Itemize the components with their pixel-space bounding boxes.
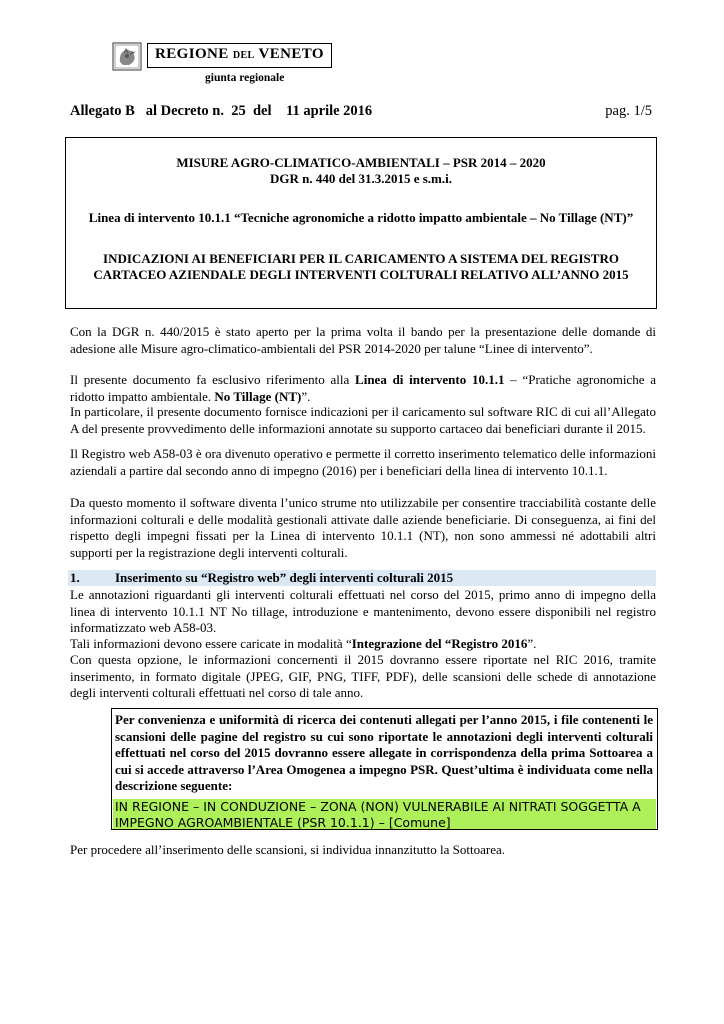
lion-crest-icon (112, 42, 142, 71)
title-line-3: Linea di intervento 10.1.1 “Tecniche agronomiche a ridotto impatto ambientale – No Tillage (NT)” (88, 210, 634, 225)
intro-paragraph-5: Da questo momento il software diventa l’unico strume nto utilizzabile per consentire tracciabilità costante delle informazioni colturali e delle modalità gestionali attivate dalle aziende beneficiarie. Di conseguenza, ai fini del rispetto degli impegni fissati per la Linea di intervento 10.1.1 (NT), non sono ammessi né adottabili altri supporti per la registrazione degli interventi colturali. (70, 495, 656, 560)
closing-paragraph: Per procedere all’inserimento delle scansioni, si individua innanzitutto la Sottoarea. (70, 842, 506, 857)
section-1-heading (68, 570, 656, 586)
intro-paragraph-2: Il presente documento fa esclusivo riferimento alla Linea di intervento 10.1.1 – “Pratiche agronomiche a ridotto impatto ambientale. No Tillage (NT)”. (70, 372, 656, 404)
title-line-5: CARTACEO AZIENDALE DEGLI INTERVENTI COLTURALI RELATIVO ALL’ANNO 2015 (93, 267, 629, 282)
region-logo (112, 40, 337, 72)
page-number: pag. 1/5 (605, 103, 652, 119)
area-path-highlight: IN REGIONE – IN CONDUZIONE – ZONA (NON) VULNERABILE AI NITRATI SOGGETTA A IMPEGNO AGROAMBIENTALE (PSR 10.1.1) – [Comune] (113, 799, 656, 829)
section-1-paragraph-2: Tali informazioni devono essere caricate in modalità “Integrazione del “Registro 2016”. (70, 636, 537, 651)
document-reference (70, 103, 652, 120)
decree-reference: Allegato B al Decreto n. 25 del 11 aprile 2016 (70, 103, 373, 119)
intro-paragraph-1: Con la DGR n. 440/2015 è stato aperto per la prima volta il bando per la presentazione delle domande di adesione alle Misure agro-climatico-ambientali del PSR 2014-2020 per talune “Linee di intervento”. (70, 324, 656, 356)
letterhead-subtitle: giunta regionale (205, 72, 285, 84)
logo-text: REGIONE DEL VENETO (155, 46, 324, 62)
letterhead (112, 40, 337, 88)
logo-frame (147, 43, 332, 68)
intro-paragraph-4: Il Registro web A58-03 è ora divenuto operativo e permette il corretto inserimento telematico delle informazioni aziendali a partire dal secondo anno di impegno (2016) per i beneficiari della linea di intervento 10.1.1. (70, 446, 656, 478)
section-1-paragraph-1: Le annotazioni riguardanti gli interventi colturali effettuati nel corso del 2015, primo anno di impegno della linea di intervento 10.1.1 NT No tillage, introduzione e mantenimento, devono essere disponibili nel registro informatizzato web A58-03. (70, 587, 656, 635)
title-box (65, 137, 657, 309)
note-text: Per convenienza e uniformità di ricerca dei contenuti allegati per l’anno 2015, i file contenenti le scansioni delle pagine del registro su cui sono riportate le annotazioni degli interventi colturali effettuati nel corso del 2015 dovranno essere allegate in corrispondenza della prima Sottoarea a cui si accede attraverso l’Area Omogenea a impegno PSR. Quest’ultima è individuata come nella descrizione seguente: (115, 712, 653, 793)
title-line-4: INDICAZIONI AI BENEFICIARI PER IL CARICAMENTO A SISTEMA DEL REGISTRO (103, 251, 619, 266)
intro-paragraph-3: In particolare, il presente documento fornisce indicazioni per il caricamento sul software RIC di cui all’Allegato A del presente provvedimento delle informazioni annotate su supporto cartaceo dai beneficiari durante il 2015. (70, 404, 656, 436)
section-title: Inserimento su “Registro web” degli interventi colturali 2015 (115, 570, 454, 585)
note-box (111, 708, 658, 830)
section-number: 1. (70, 570, 80, 585)
section-1-paragraph-3: Con questa opzione, le informazioni concernenti il 2015 dovranno essere riportate nel RIC 2016, tramite inserimento, in formato digitale (JPEG, GIF, PNG, TIFF, PDF), delle scansioni delle schede di annotazione degli interventi colturali effettuati nel corso di tale anno. (70, 652, 656, 700)
title-line-2: DGR n. 440 del 31.3.2015 e s.m.i. (270, 171, 452, 186)
title-line-1: MISURE AGRO-CLIMATICO-AMBIENTALI – PSR 2014 – 2020 (176, 155, 546, 170)
